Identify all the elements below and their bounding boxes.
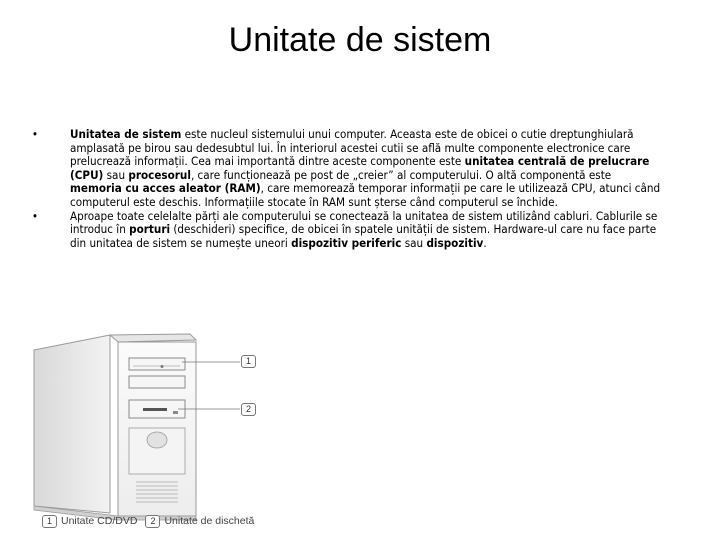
bold-term: Unitatea de sistem: [70, 127, 182, 141]
slide-title: Unitate de sistem: [228, 21, 492, 59]
bold-term: porturi: [129, 222, 171, 237]
legend-badge: 2: [145, 515, 160, 528]
bold-term: unitatea centrală de prelucrare (CPU): [70, 154, 650, 182]
bullet-dot: •: [31, 127, 39, 141]
text-segment: (deschideri) specifice, de obicei în spatele unității de sistem. Hardware-ul care nu face parte din unitatea de sistem se numește uneori: [70, 222, 657, 250]
bullet-item: [30, 210, 666, 251]
legend-label: Unitate CD/DVD: [61, 515, 138, 527]
bullet-list: [30, 128, 666, 250]
legend-label: Unitate de dischetă: [164, 515, 255, 527]
callout-badge-1: 1: [241, 355, 256, 368]
callout-badge-2: 2: [241, 403, 256, 416]
bold-term: dispozitiv: [426, 235, 484, 250]
text-segment: , care funcționează pe post de „creier” al computerului. O altă componentă este: [190, 167, 612, 182]
text-segment: sau: [401, 235, 427, 250]
legend-badge: 1: [42, 515, 57, 528]
bullet-item: [30, 128, 666, 210]
text-segment: .: [483, 235, 487, 250]
bold-term: dispozitiv periferic: [291, 235, 402, 250]
system-unit-illustration: [28, 330, 268, 530]
bullet-dot: •: [31, 208, 39, 223]
text-segment: Aproape toate celelalte părți ale computerului se conectează la unitatea de sistem utilizând cabluri. Cablurile se introduc în: [70, 208, 658, 237]
text-segment: este nucleul sistemului unui computer. Aceasta este de obicei o cutie dreptunghiulară amplasată pe birou sau dedesubtul lui. În interiorul acestei cutii se află multe componente electronice care prelucrează informații. Cea mai importantă dintre aceste componente este: [70, 127, 634, 169]
bold-term: procesorul: [128, 167, 191, 182]
text-segment: , care memorează temporar informații pe care le utilizează CPU, atunci când computerul este deschis. Informațiile stocate în RAM sunt șterse când computerul se închide.: [70, 181, 661, 209]
bold-term: memoria cu acces aleator (RAM): [70, 181, 261, 196]
bullet-text: [70, 127, 660, 209]
text-segment: sau: [103, 167, 129, 182]
bullet-text: [70, 209, 657, 250]
figure-legend: [42, 514, 254, 528]
